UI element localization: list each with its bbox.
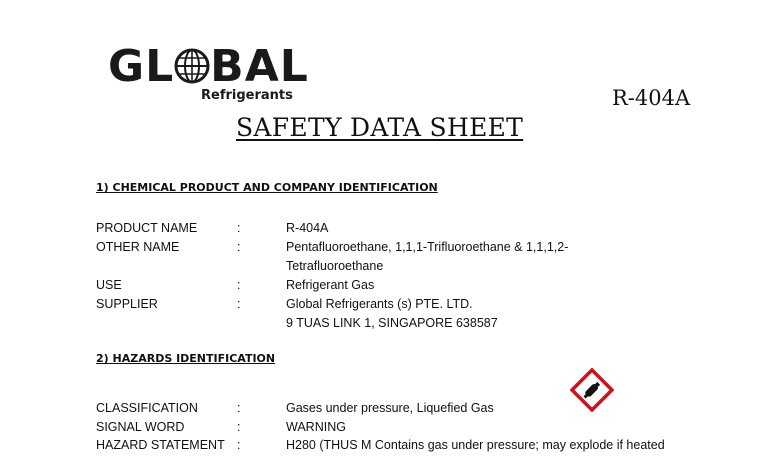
field-colon: : bbox=[237, 221, 241, 235]
logo-wordmark-right: BAL bbox=[210, 41, 309, 92]
field-row-supplier bbox=[0, 295, 784, 315]
field-value: R-404A bbox=[286, 221, 329, 235]
product-code: R-404A bbox=[612, 86, 691, 110]
field-value: Pentafluoroethane, 1,1,1-Trifluoroethane & 1,1,1,2- bbox=[286, 240, 569, 254]
field-row-other-name-cont bbox=[0, 257, 784, 277]
field-row-supplier-address bbox=[0, 314, 784, 334]
globe-icon bbox=[174, 48, 210, 84]
field-row-other-name bbox=[0, 238, 784, 258]
field-label: OTHER NAME bbox=[96, 240, 180, 254]
field-colon: : bbox=[237, 278, 241, 292]
field-label: HAZARD STATEMENT bbox=[96, 438, 225, 452]
field-label: SIGNAL WORD bbox=[96, 420, 185, 434]
field-row-use bbox=[0, 276, 784, 296]
document-title: SAFETY DATA SHEET bbox=[236, 113, 524, 142]
field-label: CLASSIFICATION bbox=[96, 401, 198, 415]
field-value: H280 (THUS M Contains gas under pressure; may explode if heated bbox=[286, 438, 665, 452]
field-value: Gases under pressure, Liquefied Gas bbox=[286, 401, 494, 415]
field-label: SUPPLIER bbox=[96, 297, 158, 311]
section-heading-1: 1) CHEMICAL PRODUCT AND COMPANY IDENTIFICATION bbox=[96, 181, 438, 194]
field-row-hazard-statement bbox=[0, 436, 784, 456]
section-heading-2: 2) HAZARDS IDENTIFICATION bbox=[96, 352, 276, 365]
field-row-product-name bbox=[0, 219, 784, 239]
field-colon: : bbox=[237, 297, 241, 311]
field-colon: : bbox=[237, 420, 241, 434]
field-row-classification bbox=[0, 399, 784, 419]
field-value: Refrigerant Gas bbox=[286, 278, 375, 292]
field-row-signal-word bbox=[0, 418, 784, 438]
field-colon: : bbox=[237, 401, 241, 415]
field-value: Tetrafluoroethane bbox=[286, 259, 384, 273]
field-label: PRODUCT NAME bbox=[96, 221, 198, 235]
logo-subtitle: Refrigerants bbox=[201, 88, 293, 103]
global-refrigerants-logo bbox=[108, 41, 309, 106]
field-value: WARNING bbox=[286, 420, 346, 434]
logo-wordmark bbox=[108, 42, 309, 92]
field-colon: : bbox=[237, 240, 241, 254]
field-value: Global Refrigerants (s) PTE. LTD. bbox=[286, 297, 473, 311]
field-label: USE bbox=[96, 278, 122, 292]
field-value: 9 TUAS LINK 1, SINGAPORE 638587 bbox=[286, 316, 498, 330]
field-colon: : bbox=[237, 438, 241, 452]
logo-wordmark-left: GL bbox=[108, 41, 175, 92]
